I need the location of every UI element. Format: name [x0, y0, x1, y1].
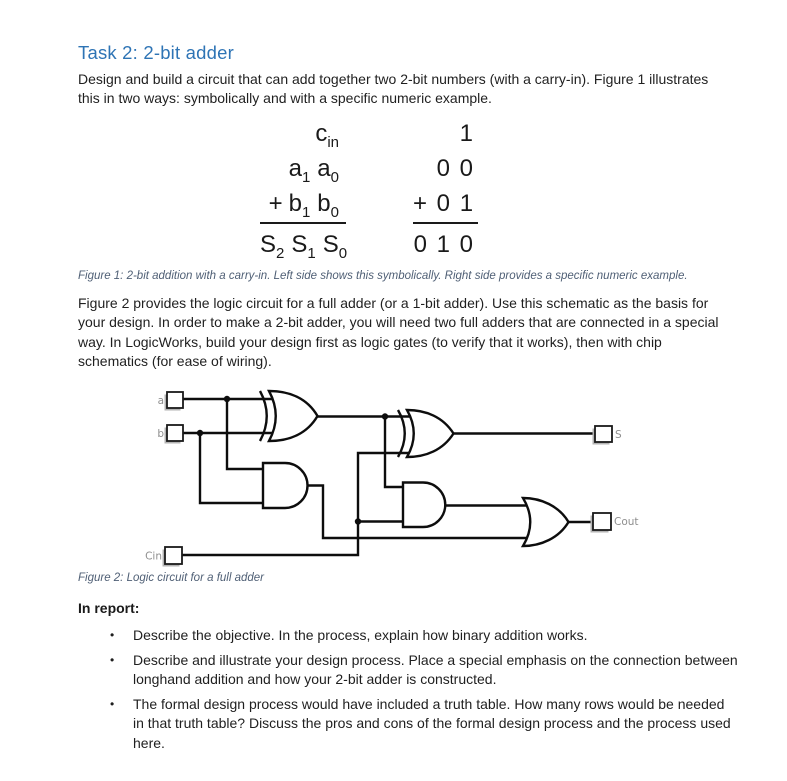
bullet-icon: • — [110, 628, 115, 642]
carry-in-symbol: $c_{in}$ — [315, 120, 339, 151]
bullet-line: longhand addition and how your 2-bit adder is constructed. — [133, 671, 497, 687]
full-adder-schematic — [80, 385, 720, 580]
intro-paragraph — [78, 70, 708, 109]
junction-dot — [224, 396, 230, 402]
and2-gate — [403, 483, 445, 528]
bullet-text — [133, 651, 738, 690]
paragraph-line: Design and build a circuit that can add together two 2-bit numbers (with a carry-in). Figure 1 illustrates — [78, 71, 709, 87]
page-title: Task 2: 2-bit adder — [78, 42, 234, 63]
bullet-line: in that truth table? Discuss the pros and cons of the formal design process and the process used — [133, 715, 731, 731]
xor2-gate — [407, 410, 454, 457]
figure2-caption: Figure 2: Logic circuit for a full adder — [78, 572, 265, 584]
bullet-line: The formal design process would have included a truth table. How many rows would be needed — [133, 695, 725, 712]
junction-dot — [355, 518, 361, 524]
sum-symbols: $S_2$ $S_1$ $S_0$ — [260, 231, 348, 262]
input-a-label: a — [157, 395, 164, 407]
operand-a-symbols: $a_1$ $a_0$ — [288, 155, 339, 186]
output-s-connector — [595, 426, 612, 442]
bullet-line: Describe and illustrate your design process. Place a special emphasis on the connection between — [133, 651, 738, 668]
bullet-item — [110, 695, 738, 754]
output-cout-label: Cout — [614, 516, 639, 528]
bullet-icon: • — [110, 652, 115, 667]
bullet-item — [110, 626, 738, 646]
bullet-text — [133, 626, 587, 646]
bullet-text — [133, 695, 731, 754]
numeric-sum: 0 1 0 — [413, 231, 473, 258]
figure1-symbolic-column — [260, 116, 346, 262]
report-bullet-list — [78, 626, 738, 758]
gates — [260, 391, 569, 546]
paragraph-line: way. In LogicWorks, build your design first as logic gates (to verify that it works), then with chip — [78, 333, 662, 350]
xor1-gate — [269, 391, 318, 441]
junction-dot — [382, 413, 388, 419]
bullet-line: Describe the objective. In the process, explain how binary addition works. — [133, 627, 588, 643]
junction-dot — [197, 430, 203, 436]
input-a-connector — [167, 392, 183, 408]
figure2-intro-paragraph — [78, 294, 719, 371]
bullet-line: here. — [133, 734, 165, 751]
paragraph-line: Figure 2 provides the logic circuit for a full adder (or a 1-bit adder). Use this schematic as the basis for — [78, 295, 709, 311]
or-gate — [523, 498, 569, 546]
and1-gate — [263, 463, 308, 508]
figure1-caption: Figure 1: 2-bit addition with a carry-in. Left side shows this symbolically. Right side provides a specific numeric example. — [78, 270, 688, 282]
wire-xor1-to-and2 — [385, 417, 406, 488]
input-cin-label: Cin — [145, 550, 162, 563]
input-b-connector — [167, 425, 183, 441]
bullet-item — [110, 651, 738, 690]
input-cin-connector — [165, 547, 182, 564]
numeric-carry-in: 1 — [459, 120, 473, 147]
input-b-label: b — [157, 428, 164, 440]
figure2-circuit-diagram — [80, 385, 720, 580]
numeric-operand-b: + 0 1 — [413, 186, 478, 224]
bullet-icon: • — [110, 696, 115, 711]
paragraph-line: schematics (for ease of wiring). — [78, 352, 272, 369]
output-cout-connector — [593, 513, 611, 530]
figure1-numeric-column — [413, 116, 478, 262]
in-report-heading: In report: — [78, 600, 140, 616]
paragraph-line: this in two ways: symbolically and with a specific numeric example. — [78, 90, 492, 107]
paragraph-line: your design. In order to make a 2-bit adder, you will need two full adders that are connected in a special — [78, 314, 719, 331]
operand-b-symbols: + $b_1$ $b_0$ — [260, 186, 346, 224]
output-s-label: S — [615, 429, 622, 441]
numeric-operand-a: 0 0 — [436, 155, 473, 182]
